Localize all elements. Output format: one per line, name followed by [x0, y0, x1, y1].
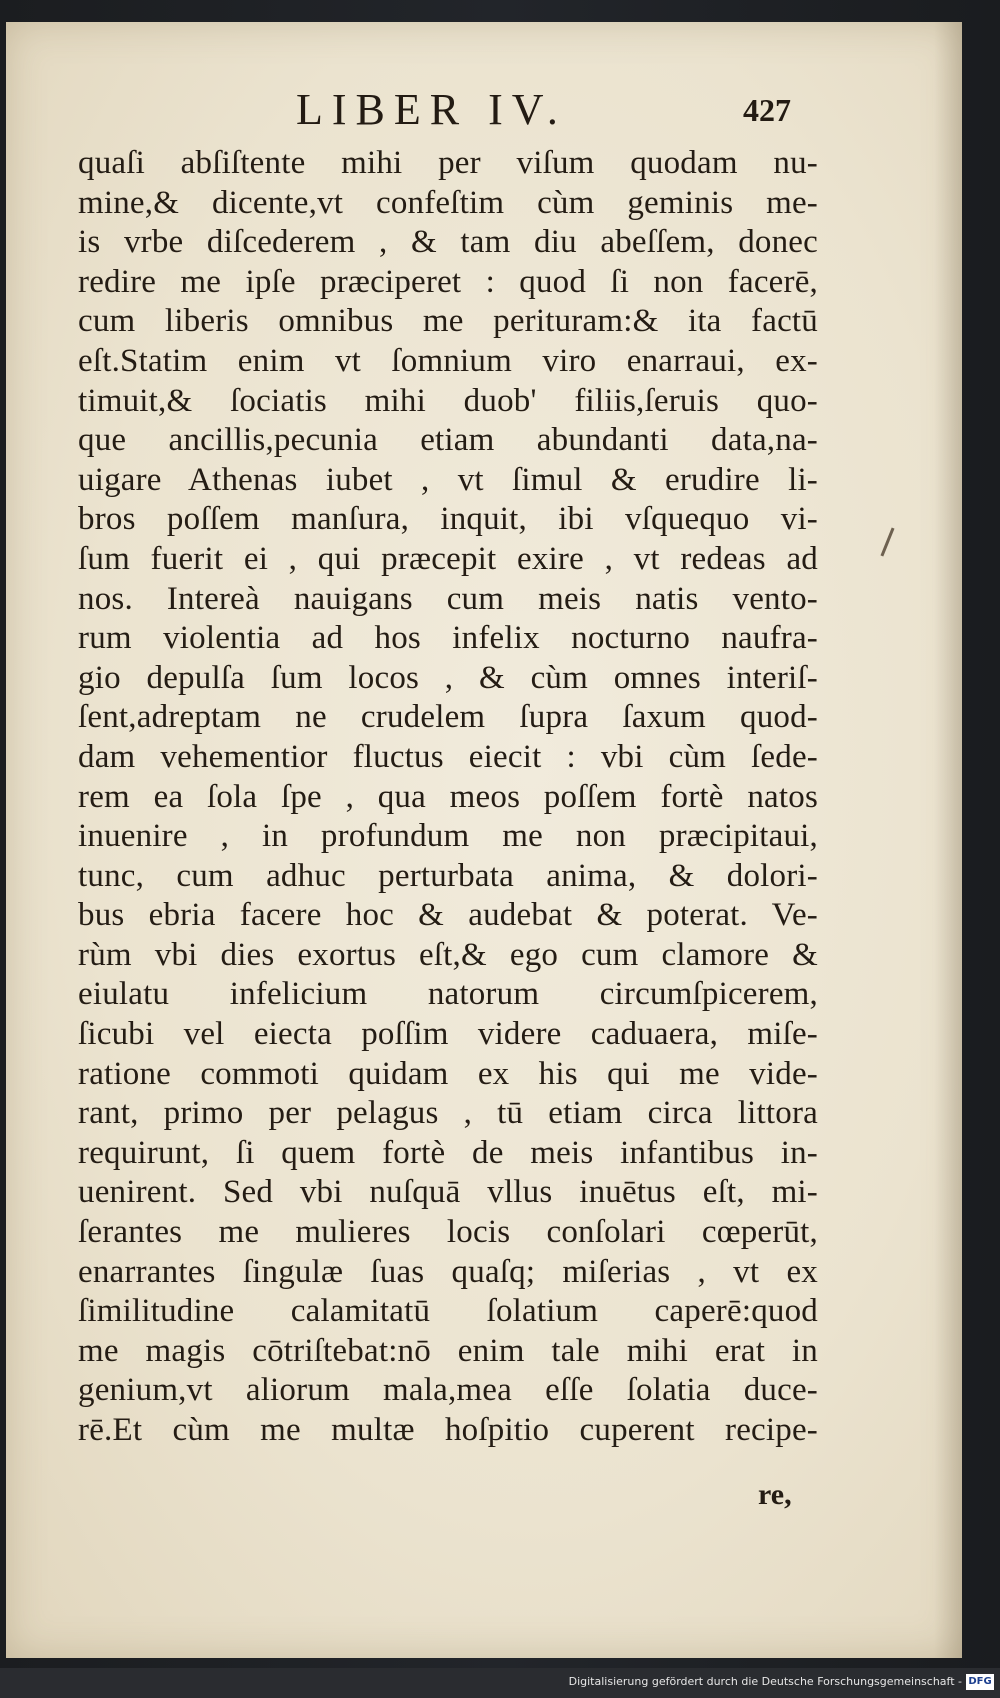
book-page [6, 22, 962, 1658]
dfg-logo: DFG [966, 1674, 994, 1690]
text-line: tunc, cum adhuc perturbata anima, & dolori- [78, 857, 818, 894]
text-line: gio depulſa ſum locos , & cùm omnes interiſ- [78, 659, 818, 696]
text-line: nos. Intereà nauigans cum meis natis vento- [78, 580, 818, 617]
text-line: bros poſſem manſura, inquit, ibi vſquequo vi- [78, 501, 818, 538]
text-line: bus ebria facere hoc & audebat & poterat. Ve- [78, 897, 818, 934]
text-line: ratione commoti quidam ex his qui me vide- [78, 1055, 818, 1092]
text-line: ſerantes me mulieres locis conſolari cœperūt, [78, 1214, 818, 1251]
text-line: rùm vbi dies exortus eſt,& ego cum clamore & [78, 936, 818, 973]
running-head [6, 84, 962, 144]
catchword: re, [758, 1478, 792, 1511]
text-line: me magis cōtriſtebat:nō enim tale mihi erat in [78, 1332, 818, 1369]
text-line: rant, primo per pelagus , tū etiam circa littora [78, 1095, 818, 1132]
running-head-title: LIBER IV. [296, 85, 567, 134]
digitization-footer [0, 1668, 1000, 1698]
funding-credit: Digitalisierung gefördert durch die Deutsche Forschungsgemeinschaft - [568, 1675, 962, 1688]
text-line: inuenire , in profundum me non præcipitaui, [78, 818, 818, 855]
text-line: rum violentia ad hos infelix nocturno naufra- [78, 620, 818, 657]
text-line: ſent,adreptam ne crudelem ſupra ſaxum quod- [78, 699, 818, 736]
text-line: rem ea ſola ſpe , qua meos poſſem fortè natos [78, 778, 818, 815]
text-line: que ancillis,pecunia etiam abundanti data,na- [78, 422, 818, 459]
text-line: rē.Et cùm me multæ hoſpitio cuperent recipe- [78, 1412, 818, 1448]
text-line: uenirent. Sed vbi nuſquā vllus inuētus eſt, mi- [78, 1174, 818, 1211]
text-line: uigare Athenas iubet , vt ſimul & erudire li- [78, 461, 818, 498]
text-line: ſimilitudine calamitatū ſolatium caperē:quod [78, 1293, 818, 1330]
text-line: ſum fuerit ei , qui præcepit exire , vt redeas ad [78, 540, 818, 577]
body-text [78, 144, 818, 1451]
text-line: mine,& dicente,vt confeſtim cùm geminis me- [78, 184, 818, 221]
text-line: ſicubi vel eiecta poſſim videre caduaera, miſe- [78, 1016, 818, 1053]
page-edge-shadow [934, 22, 962, 1658]
text-line: eſt.Statim enim vt ſomnium viro enarraui, ex- [78, 342, 818, 379]
text-line: is vrbe diſcederem , & tam diu abeſſem, donec [78, 224, 818, 261]
page-number: 427 [743, 92, 791, 128]
margin-pencil-mark [880, 528, 894, 557]
text-line: requirunt, ſi quem fortè de meis infantibus in- [78, 1134, 818, 1171]
text-line: enarrantes ſingulæ ſuas quaſq; miſerias , vt ex [78, 1253, 818, 1290]
text-line: timuit,& ſociatis mihi duob' filiis,ſeruis quo- [78, 382, 818, 419]
text-line: dam vehementior fluctus eiecit : vbi cùm ſede- [78, 738, 818, 775]
text-line: genium,vt aliorum mala,mea eſſe ſolatia duce- [78, 1372, 818, 1409]
text-line: cum liberis omnibus me perituram:& ita factū [78, 303, 818, 340]
text-line: eiulatu infelicium natorum circumſpicerem, [78, 976, 818, 1013]
text-line: redire me ipſe præciperet : quod ſi non facerē, [78, 263, 818, 300]
text-line: quaſi abſiſtente mihi per viſum quodam nu- [78, 145, 818, 181]
